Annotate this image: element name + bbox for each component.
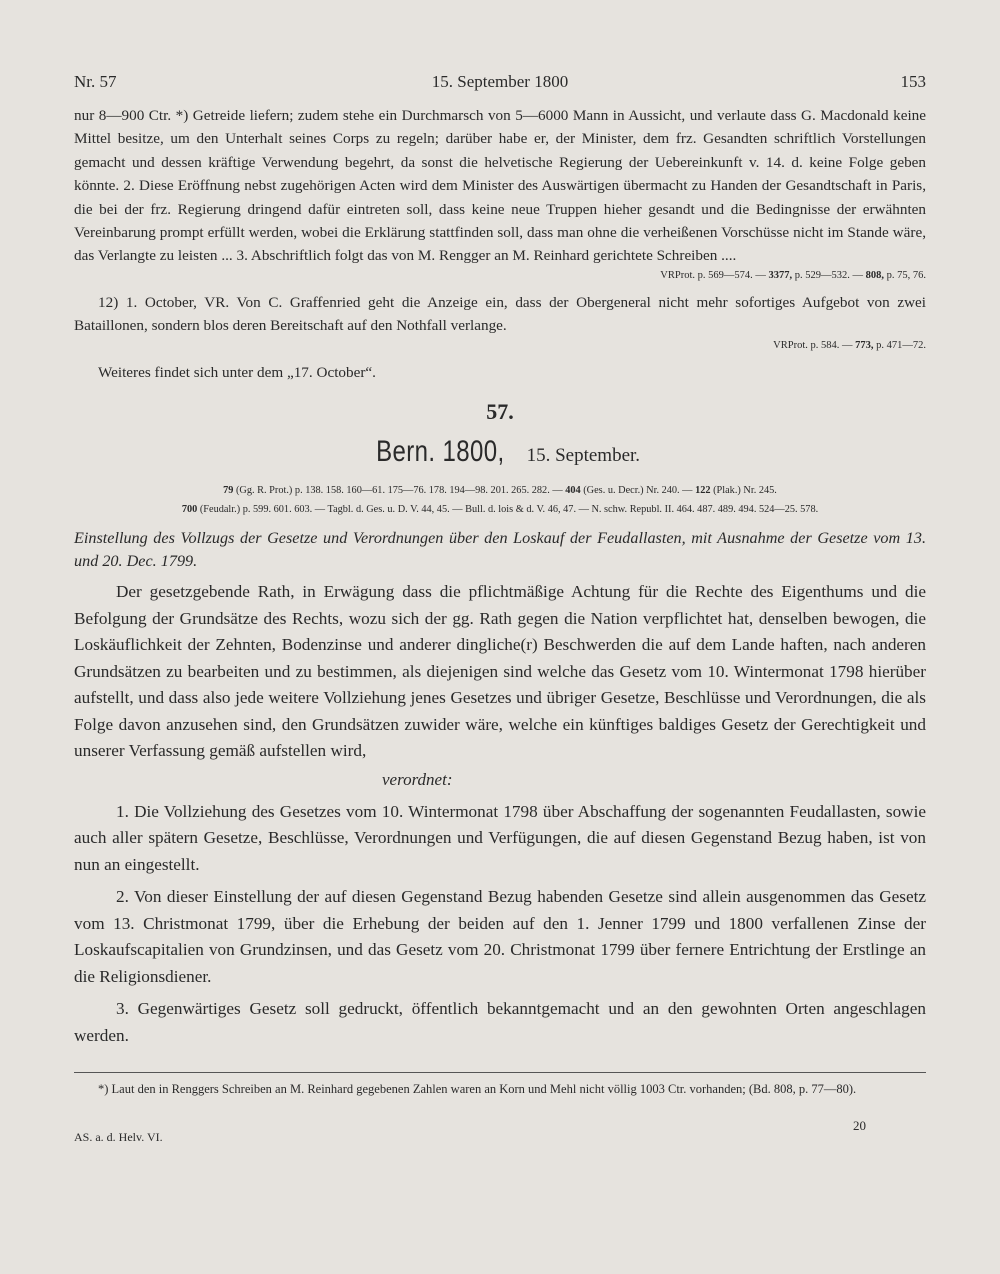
document-date: 15. September. (526, 445, 641, 467)
footnote-text: *) Laut den in Renggers Schreiben an M. Reinhard gegebenen Zahlen waren an Korn und Mehl nicht völlig 1003 Ctr. vorhanden; (Bd. 808, p. 77—80). (98, 1082, 857, 1096)
signature-mark: AS. a. d. Helv. VI. (74, 1130, 163, 1144)
reference-line-1 (74, 268, 926, 283)
ref-volume: 773, (855, 339, 874, 351)
source-volume: 404 (565, 485, 581, 497)
ref-text: VRProt. p. 569—574. — (660, 269, 769, 281)
continued-paragraph: nur 8—900 Ctr. *) Getreide liefern; zudem stehe ein Durchmarsch von 5—6000 Mann in Aussicht, und verlaute dass G. Macdonald keine Mittel besitze, um den Unterhalt seines Corps zu regeln; darüber habe er, der Minister, dem frz. Gesandten schriftlich Vorstellungen gemacht und dessen kräftige Verwendung begehrt, da sonst die helvetische Regierung der Uebereinkunft v. 14. d. keine Folge geben könnte. 2. Diese Eröffnung nebst zugehörigen Acten wird dem Minister des Auswärtigen übermacht zu Handen der Gesandtschaft in Paris, die bei der frz. Regierung dringend dafür eintreten soll, dass keine neue Truppen hieher gesandt und die Bedingnisse der erwähnten Vereinbarung prompt erfüllt werden, wobei die Erklärung stattfinden soll, dass man ohne die verheißenen Vorschüsse nicht im Stande wäre, das Verlangte zu leisten ... 3. Abschriftlich folgt das von M. Rengger an M. Reinhard gerichtete Schreiben .... (74, 107, 926, 265)
footnote-divider (74, 1072, 926, 1073)
paragraph-12: 12) 1. October, VR. Von C. Graffenried geht die Anzeige ein, dass der Obergeneral nicht mehr sofortiges Aufgebot von zwei Bataillonen, sondern blos deren Bereitschaft auf den Nothfall verlange. (74, 293, 926, 335)
place-and-date (74, 430, 926, 479)
preamble: Der gesetzgebende Rath, in Erwägung dass die pflichtmäßige Achtung für die Rechte des Eigenthums und die Befolgung der Grundsätze des Rechts, wozu sich der gg. Rath gegen die Nation verpflichtet hat, denselben bewogen, die Loskäuflichkeit der Zehnten, Bodenzinse und anderer dingliche(r) Beschwerden die auf dem Lande haften, nach anderen Grundsätzen zu bearbeiten und zu bestimmen, als diejenigen sind welche das Gesetz vom 10. Wintermonat 1798 hierüber aufstellt, und dass also jede weitere Vollziehung jenes Gesetzes und übriger Gesetze, Beschlüsse und Verordnungen, die als Folge davon anzusehen sind, den Grundsätzen zuwider wäre, welche ein künftiges baldiges Gesetz der Gerechtigkeit und unserer Verfassung gemäß aufstellen wird, (74, 582, 926, 761)
source-volume: 700 (181, 504, 198, 516)
ref-text: p. 75, 76. (884, 269, 926, 281)
ref-volume: 3377, (768, 269, 793, 281)
source-text: (Plak.) Nr. 245. (710, 485, 777, 497)
source-line-2 (74, 500, 926, 519)
document-number: 57. (486, 399, 514, 425)
source-text: (Gg. R. Prot.) p. 138. 158. 160—61. 175—76. 178. 194—98. 201. 265. 282. — (233, 485, 566, 497)
running-header (74, 72, 926, 98)
article-3: 3. Gegenwärtiges Gesetz soll gedruckt, öffentlich bekanntgemacht und an den gewohnten Orten angeschlagen werden. (74, 999, 926, 1045)
document-city-year: Bern. 1800, (376, 435, 505, 469)
source-volume: 122 (695, 485, 711, 497)
article-2: 2. Von dieser Einstellung der auf diesen Gegenstand Bezug habenden Gesetze sind allein ausgenommen das Gesetz vom 13. Christmonat 1799, über die Erhebung der beiden auf den 1. Jenner 1799 und 1800 verfallenen Zinse der Loskaufscapitalien von Grundzinsen, und das Gesetz vom 20. Christmonat 1799 über fernere Entrichtung der Erstlinge an die Religionsdiener. (74, 887, 926, 986)
ref-text: VRProt. p. 584. — (773, 339, 856, 351)
verordnet-heading: verordnet: (382, 769, 453, 789)
source-text: (Ges. u. Decr.) Nr. 240. — (580, 485, 696, 497)
header-page-number: 153 (900, 72, 926, 91)
source-volume: 79 (223, 485, 234, 497)
source-line-1 (74, 481, 926, 500)
sheet-number: 20 (853, 1118, 866, 1133)
page-content (74, 104, 926, 1049)
footnote (74, 1080, 926, 1099)
header-document-number: Nr. 57 (74, 72, 117, 91)
source-text: (Feudalr.) p. 599. 601. 603. — Tagbl. d. Ges. u. D. V. 44, 45. — Bull. d. lois & d. V. 46, 47. — N. schw. Republ. II. 464. 487. 489. 494. 524—25. 578. (197, 504, 819, 516)
paragraph-further: Weiteres findet sich unter dem „17. October“. (98, 363, 376, 381)
reference-line-2 (74, 338, 926, 353)
ref-volume: 808, (865, 269, 884, 281)
article-1: 1. Die Vollziehung des Gesetzes vom 10. Wintermonat 1798 über Abschaffung der sogenannten Feudallasten, sowie auch aller spätern Gesetze, Beschlüsse, Verordnungen und Verfügungen, die auf diesen Gegenstand Bezug haben, ist von nun an eingestellt. (74, 801, 926, 874)
header-date: 15. September 1800 (431, 72, 569, 91)
document-subject: Einstellung des Vollzugs der Gesetze und Verordnungen über den Loskauf der Feudallasten, mit Ausnahme der Gesetze vom 13. und 20. Dec. 1799. (74, 529, 926, 571)
ref-text: p. 471—72. (873, 339, 926, 351)
ref-text: p. 529—532. — (792, 269, 866, 281)
